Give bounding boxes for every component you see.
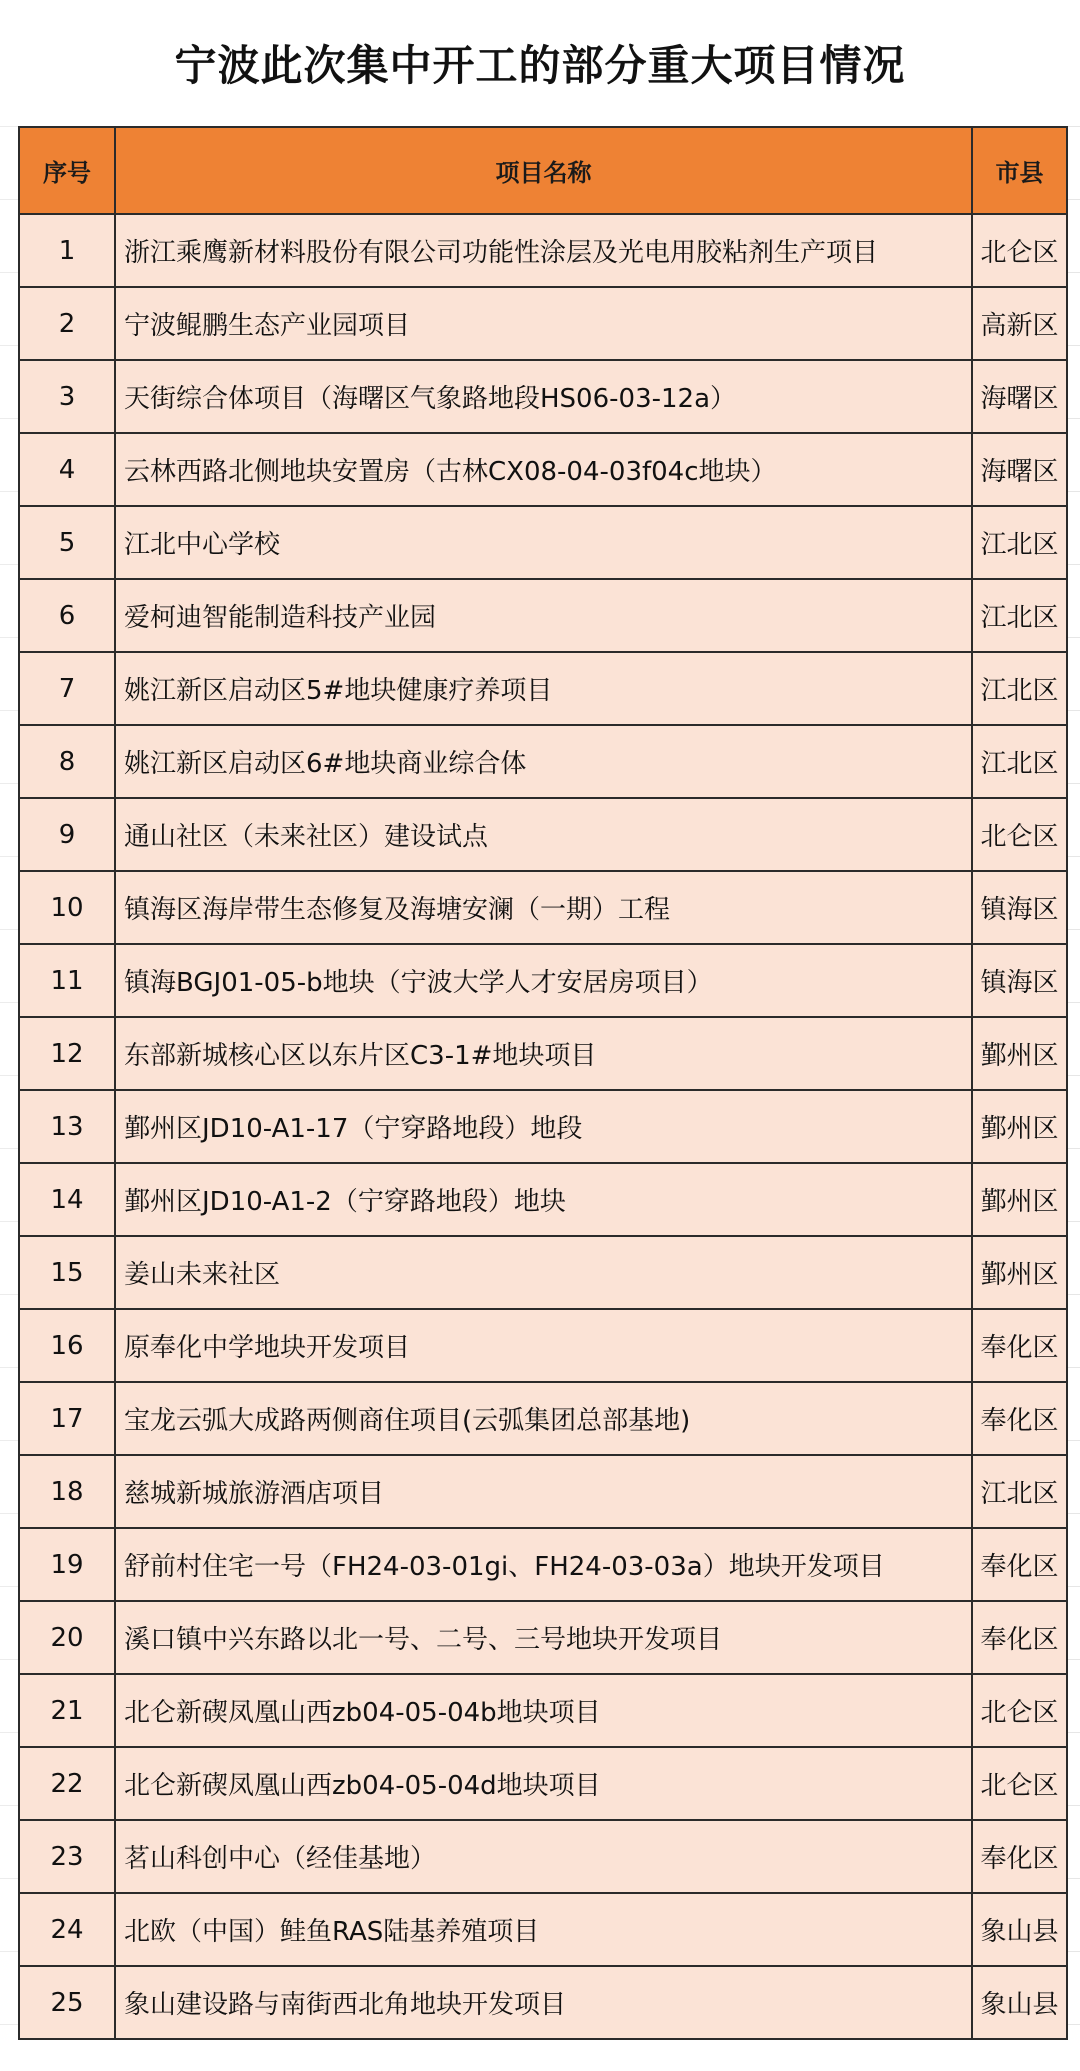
cell-number: 11 [19, 944, 115, 1017]
cell-project-name: 鄞州区JD10-A1-17（宁穿路地段）地段 [115, 1090, 972, 1163]
cell-project-name: 云林西路北侧地块安置房（古林CX08-04-03f04c地块） [115, 433, 972, 506]
cell-city: 奉化区 [972, 1382, 1067, 1455]
cell-city: 象山县 [972, 1966, 1067, 2039]
table-row [19, 506, 1067, 579]
table-row [19, 214, 1067, 287]
cell-number: 6 [19, 579, 115, 652]
cell-project-name: 溪口镇中兴东路以北一号、二号、三号地块开发项目 [115, 1601, 972, 1674]
column-header-city: 市县 [972, 127, 1067, 214]
page-title: 宁波此次集中开工的部分重大项目情况 [174, 41, 906, 90]
cell-project-name: 镇海区海岸带生态修复及海塘安澜（一期）工程 [115, 871, 972, 944]
table-row [19, 1309, 1067, 1382]
cell-number: 19 [19, 1528, 115, 1601]
column-header-no: 序号 [19, 127, 115, 214]
cell-city: 奉化区 [972, 1601, 1067, 1674]
cell-number: 8 [19, 725, 115, 798]
cell-number: 24 [19, 1893, 115, 1966]
cell-city: 鄞州区 [972, 1236, 1067, 1309]
cell-number: 14 [19, 1163, 115, 1236]
cell-number: 2 [19, 287, 115, 360]
cell-city: 镇海区 [972, 944, 1067, 1017]
cell-number: 25 [19, 1966, 115, 2039]
table-row [19, 1966, 1067, 2039]
cell-number: 13 [19, 1090, 115, 1163]
column-header-name: 项目名称 [115, 127, 972, 214]
table-row [19, 1236, 1067, 1309]
cell-project-name: 茗山科创中心（经佳基地） [115, 1820, 972, 1893]
cell-city: 江北区 [972, 725, 1067, 798]
cell-number: 12 [19, 1017, 115, 1090]
cell-project-name: 姚江新区启动区5#地块健康疗养项目 [115, 652, 972, 725]
cell-number: 10 [19, 871, 115, 944]
cell-city: 江北区 [972, 579, 1067, 652]
table-row [19, 1455, 1067, 1528]
cell-project-name: 原奉化中学地块开发项目 [115, 1309, 972, 1382]
table-row [19, 579, 1067, 652]
table-row [19, 652, 1067, 725]
cell-city: 象山县 [972, 1893, 1067, 1966]
cell-project-name: 姜山未来社区 [115, 1236, 972, 1309]
cell-number: 15 [19, 1236, 115, 1309]
cell-number: 7 [19, 652, 115, 725]
projects-table [18, 126, 1068, 2040]
cell-city: 江北区 [972, 652, 1067, 725]
cell-city: 鄞州区 [972, 1017, 1067, 1090]
table-row [19, 725, 1067, 798]
cell-number: 20 [19, 1601, 115, 1674]
table-row [19, 287, 1067, 360]
table-row [19, 1893, 1067, 1966]
table-header-row [19, 127, 1067, 214]
cell-city: 海曙区 [972, 360, 1067, 433]
cell-project-name: 鄞州区JD10-A1-2（宁穿路地段）地块 [115, 1163, 972, 1236]
cell-project-name: 镇海BGJ01-05-b地块（宁波大学人才安居房项目） [115, 944, 972, 1017]
cell-city: 奉化区 [972, 1820, 1067, 1893]
cell-number: 3 [19, 360, 115, 433]
table-row [19, 1747, 1067, 1820]
cell-city: 北仑区 [972, 1674, 1067, 1747]
table-row [19, 1528, 1067, 1601]
cell-city: 北仑区 [972, 798, 1067, 871]
table-row [19, 1382, 1067, 1455]
cell-number: 5 [19, 506, 115, 579]
cell-number: 1 [19, 214, 115, 287]
table-row [19, 1017, 1067, 1090]
cell-project-name: 爱柯迪智能制造科技产业园 [115, 579, 972, 652]
cell-city: 江北区 [972, 506, 1067, 579]
cell-project-name: 宁波鲲鹏生态产业园项目 [115, 287, 972, 360]
cell-project-name: 舒前村住宅一号（FH24-03-01gi、FH24-03-03a）地块开发项目 [115, 1528, 972, 1601]
table-row [19, 1601, 1067, 1674]
table-row [19, 798, 1067, 871]
cell-project-name: 北仑新碶凤凰山西zb04-05-04b地块项目 [115, 1674, 972, 1747]
cell-number: 4 [19, 433, 115, 506]
cell-number: 17 [19, 1382, 115, 1455]
table-row [19, 360, 1067, 433]
cell-project-name: 象山建设路与南街西北角地块开发项目 [115, 1966, 972, 2039]
cell-number: 22 [19, 1747, 115, 1820]
cell-city: 鄞州区 [972, 1163, 1067, 1236]
table-row [19, 1674, 1067, 1747]
cell-city: 奉化区 [972, 1309, 1067, 1382]
cell-city: 北仑区 [972, 214, 1067, 287]
table-row [19, 433, 1067, 506]
cell-city: 江北区 [972, 1455, 1067, 1528]
cell-project-name: 姚江新区启动区6#地块商业综合体 [115, 725, 972, 798]
cell-city: 镇海区 [972, 871, 1067, 944]
cell-project-name: 北欧（中国）鲑鱼RAS陆基养殖项目 [115, 1893, 972, 1966]
cell-project-name: 慈城新城旅游酒店项目 [115, 1455, 972, 1528]
cell-project-name: 东部新城核心区以东片区C3-1#地块项目 [115, 1017, 972, 1090]
table-row [19, 944, 1067, 1017]
table-row [19, 1820, 1067, 1893]
cell-number: 21 [19, 1674, 115, 1747]
cell-city: 北仑区 [972, 1747, 1067, 1820]
cell-city: 奉化区 [972, 1528, 1067, 1601]
cell-number: 9 [19, 798, 115, 871]
sheet-gridlines-left [0, 126, 18, 2071]
cell-city: 高新区 [972, 287, 1067, 360]
cell-project-name: 宝龙云弧大成路两侧商住项目(云弧集团总部基地) [115, 1382, 972, 1455]
table-row [19, 1163, 1067, 1236]
table-row [19, 1090, 1067, 1163]
cell-number: 18 [19, 1455, 115, 1528]
cell-project-name: 通山社区（未来社区）建设试点 [115, 798, 972, 871]
cell-project-name: 天街综合体项目（海曙区气象路地段HS06-03-12a） [115, 360, 972, 433]
cell-project-name: 北仑新碶凤凰山西zb04-05-04d地块项目 [115, 1747, 972, 1820]
table-row [19, 871, 1067, 944]
cell-number: 16 [19, 1309, 115, 1382]
cell-number: 23 [19, 1820, 115, 1893]
cell-project-name: 江北中心学校 [115, 506, 972, 579]
cell-city: 鄞州区 [972, 1090, 1067, 1163]
sheet-gridlines-right [1066, 126, 1080, 2071]
cell-project-name: 浙江乘鹰新材料股份有限公司功能性涂层及光电用胶粘剂生产项目 [115, 214, 972, 287]
cell-city: 海曙区 [972, 433, 1067, 506]
